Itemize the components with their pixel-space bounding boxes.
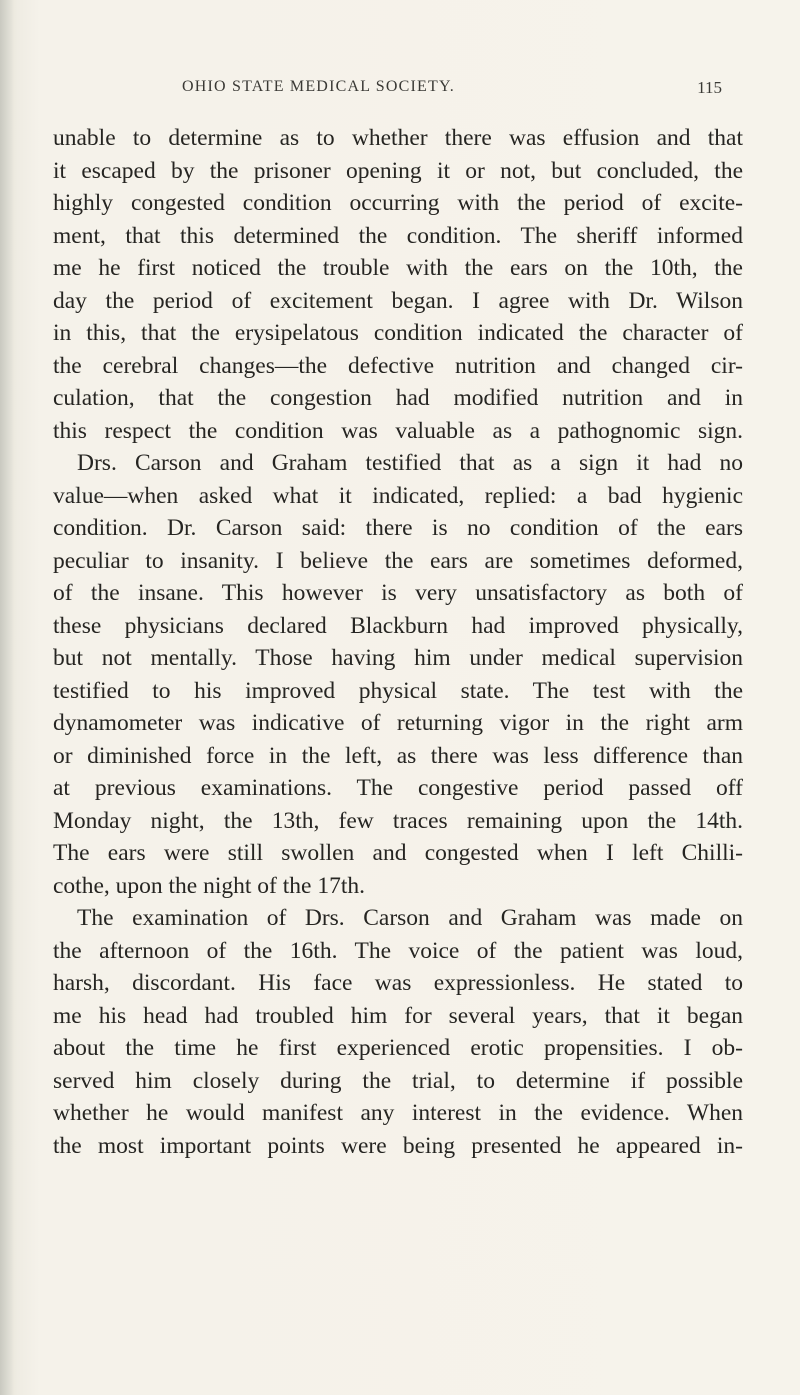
text-line: these physicians declared Blackburn had improved physically, — [53, 612, 743, 639]
text-line: whether he would manifest any interest in the evidence. When — [53, 1100, 743, 1126]
text-line: but not mentally. Those having him under medical supervision — [53, 645, 743, 671]
page-number: 115 — [697, 78, 722, 97]
text-line: Monday night, the 13th, few traces remaining upon the 14th. — [53, 807, 743, 834]
body-text — [53, 122, 743, 1162]
running-head-title: OHIO STATE MEDICAL SOCIETY. — [182, 78, 455, 95]
text-line: this respect the condition was valuable as a pathognomic sign. — [53, 417, 743, 444]
paragraph-3 — [53, 902, 743, 1162]
text-line: about the time he first experienced erotic propensities. I ob- — [53, 1035, 743, 1061]
text-line: day the period of excitement began. I agree with Dr. Wilson — [53, 287, 743, 314]
text-line: The examination of Drs. Carson and Graham was made on — [77, 905, 743, 931]
text-line: served him closely during the trial, to determine if possible — [53, 1067, 743, 1094]
text-line: the cerebral changes—the defective nutrition and changed cir- — [53, 352, 743, 379]
paragraph-1 — [53, 122, 743, 447]
text-line: condition. Dr. Carson said: there is no condition of the ears — [53, 515, 743, 541]
text-line: the most important points were being presented he appeared in- — [53, 1132, 743, 1159]
text-line: at previous examinations. The congestive period passed off — [53, 775, 743, 801]
text-line: The ears were still swollen and congested when I left Chilli- — [53, 840, 743, 866]
text-line: highly congested condition occurring with the period of excite- — [53, 190, 743, 216]
running-head — [182, 78, 722, 102]
text-line: dynamometer was indicative of returning vigor in the right arm — [53, 710, 743, 736]
text-line: in this, that the erysipelatous condition indicated the character of — [53, 320, 743, 346]
text-line: peculiar to insanity. I believe the ears are sometimes deformed, — [53, 547, 743, 574]
binding-gutter-shadow — [0, 0, 14, 1395]
text-line: unable to determine as to whether there was effusion and that — [53, 125, 743, 151]
text-line: value—when asked what it indicated, replied: a bad hygienic — [53, 482, 743, 509]
text-line: Drs. Carson and Graham testified that as a sign it had no — [77, 450, 743, 476]
text-line: cothe, upon the night of the 17th. — [53, 872, 365, 899]
text-line: testified to his improved physical state. The test with the — [53, 677, 743, 704]
text-line: of the insane. This however is very unsatisfactory as both of — [53, 580, 743, 606]
paragraph-2 — [53, 447, 743, 902]
text-line: ment, that this determined the condition. The sheriff informed — [53, 222, 743, 249]
text-line: me he first noticed the trouble with the ears on the 10th, the — [53, 255, 743, 281]
text-line: or diminished force in the left, as there was less difference than — [53, 742, 743, 769]
text-line: harsh, discordant. His face was expressionless. He stated to — [53, 970, 743, 996]
text-line: culation, that the congestion had modified nutrition and in — [53, 385, 743, 411]
text-line: the afternoon of the 16th. The voice of the patient was loud, — [53, 937, 743, 964]
text-line: it escaped by the prisoner opening it or not, but concluded, the — [53, 157, 743, 184]
text-line: me his head had troubled him for several years, that it began — [53, 1002, 743, 1029]
